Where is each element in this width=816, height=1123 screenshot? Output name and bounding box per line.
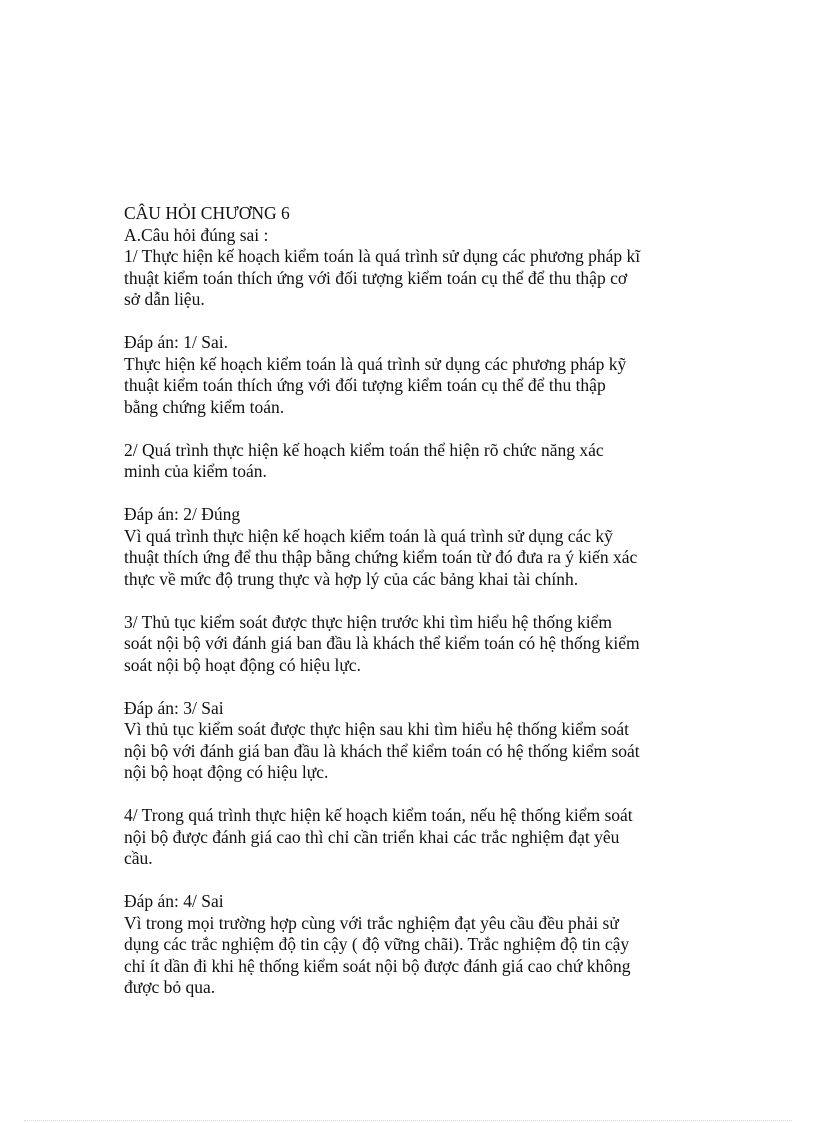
text-line: cầu. [124,848,153,868]
page-bottom-divider [24,1120,792,1121]
answer-label: Đáp án: 3/ Sai [124,697,224,718]
paragraph-gap [124,590,704,612]
text-line: Vì trong mọi trường hợp cùng với trắc nghiệm đạt yêu cầu đều phải sử [124,912,619,933]
text-line: thực về mức độ trung thực và hợp lý của các bảng khai tài chính. [124,568,579,589]
paragraph-gap [124,311,704,333]
text-line: bằng chứng kiểm toán. [124,396,285,417]
question-4 [124,805,704,870]
answer-label: Đáp án: 2/ Đúng [124,504,241,524]
question-3 [124,612,704,677]
section-heading: A.Câu hỏi đúng sai : [124,224,269,245]
text-line: sở dẫn liệu. [124,289,205,309]
text-line: nội bộ được đánh giá cao thì chỉ cần triển khai các trắc nghiệm đạt yêu [124,826,620,847]
text-line: soát nội bộ với đánh giá ban đầu là khách thể kiểm toán có hệ thống kiểm [124,633,640,653]
text-line: thuật kiểm toán thích ứng với đối tượng kiểm toán cụ thể để thu thập cơ [124,267,628,288]
text-line: nội bộ với đánh giá ban đầu là khách thể kiểm toán có hệ thống kiểm soát [124,740,640,761]
document-title: CÂU HỎI CHƯƠNG 6 [124,203,290,223]
paragraph-gap [124,784,704,806]
text-line: Vì thủ tục kiểm soát được thực hiện sau khi tìm hiểu hệ thống kiểm soát [124,719,630,739]
text-line: Thực hiện kế hoạch kiểm toán là quá trình sử dụng các phương pháp kỹ [124,353,627,374]
text-line: thuật thích ứng để thu thập bằng chứng kiểm toán từ đó đưa ra ý kiến xác [124,547,638,567]
answer-2 [124,504,704,590]
text-line: chỉ ít dần đi khi hệ thống kiểm soát nội bộ được đánh giá cao chứ không [124,955,631,976]
answer-3 [124,698,704,784]
question-2 [124,440,704,483]
text-line: soát nội bộ hoạt động có hiệu lực. [124,654,361,675]
answer-label: Đáp án: 1/ Sai. [124,332,229,352]
text-line: thuật kiểm toán thích ứng với đối tượng kiểm toán cụ thể để thu thập [124,375,606,395]
answer-1 [124,332,704,418]
answer-label: Đáp án: 4/ Sai [124,891,224,911]
text-line: 2/ Quá trình thực hiện kế hoạch kiểm toán thể hiện rõ chức năng xác [124,439,604,460]
paragraph-gap [124,483,704,505]
text-line: được bỏ qua. [124,977,216,997]
paragraph-gap [124,870,704,892]
text-line: 1/ Thực hiện kế hoạch kiểm toán là quá trình sử dụng các phương pháp kĩ [124,246,641,266]
text-line: dụng các trắc nghiệm độ tin cậy ( độ vững chãi). Trắc nghiệm độ tin cậy [124,934,630,954]
question-1 [124,246,704,311]
document-body [124,203,704,999]
answer-4 [124,891,704,999]
text-line: Vì quá trình thực hiện kế hoạch kiểm toán là quá trình sử dụng các kỹ [124,525,613,546]
text-line: nội bộ hoạt động có hiệu lực. [124,762,329,782]
text-line: 4/ Trong quá trình thực hiện kế hoạch kiểm toán, nếu hệ thống kiểm soát [124,805,633,825]
paragraph-gap [124,418,704,440]
text-line: minh của kiểm toán. [124,461,267,481]
paragraph-gap [124,676,704,698]
text-line: 3/ Thủ tục kiểm soát được thực hiện trước khi tìm hiểu hệ thống kiểm [124,611,612,632]
